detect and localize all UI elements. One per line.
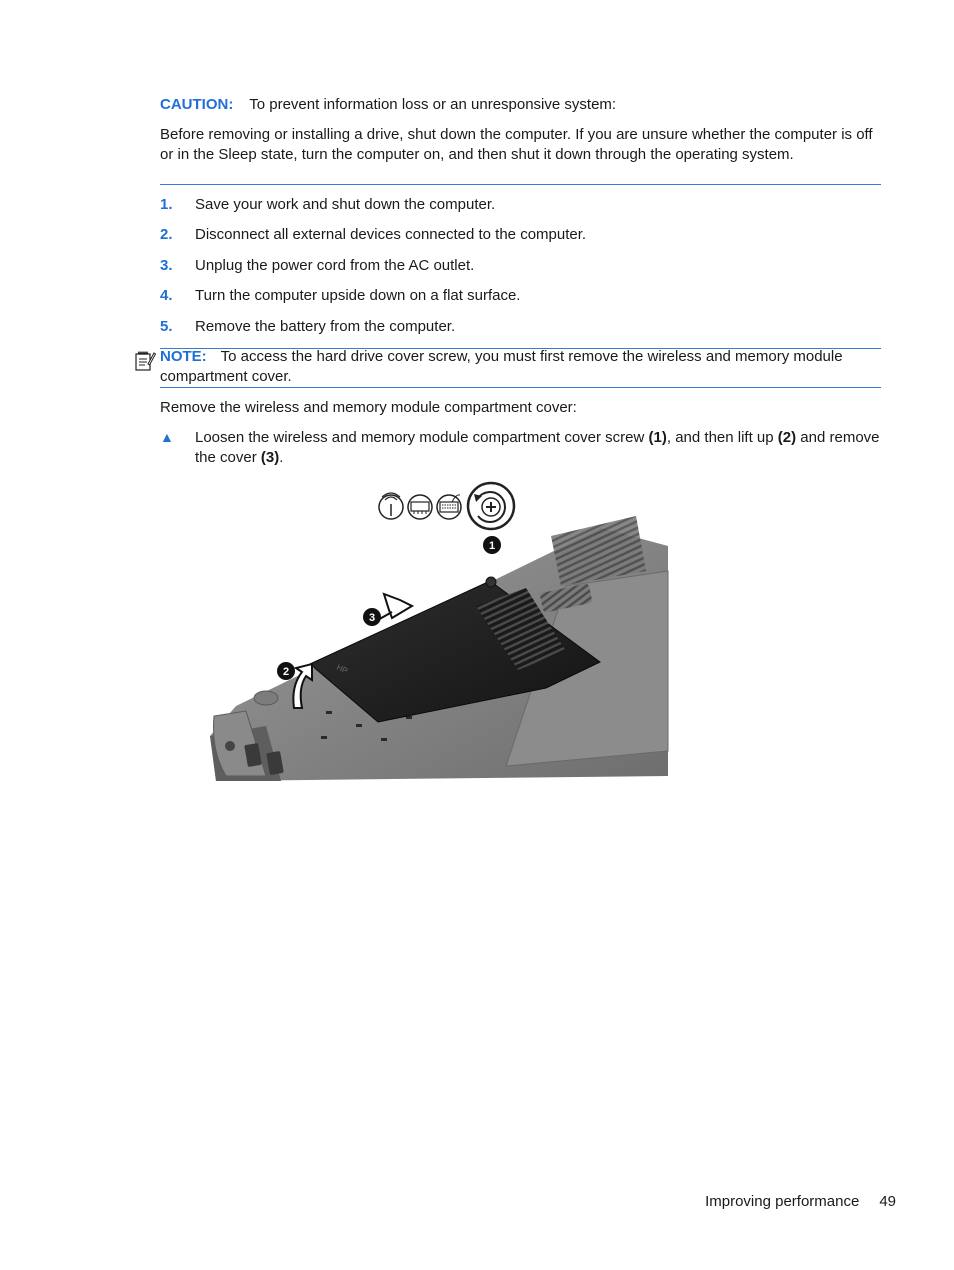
- wireless-icon: [379, 493, 403, 519]
- note-icon: [134, 350, 156, 372]
- caution-divider: [160, 184, 881, 185]
- callout-3: [363, 608, 381, 626]
- keyboard-icon: [437, 495, 461, 519]
- note-label: NOTE:: [160, 348, 207, 365]
- procedure-intro: Remove the wireless and memory module compartment cover:: [160, 399, 577, 416]
- bullet-text-part: .: [279, 448, 284, 466]
- bullet-text-part: Loosen the wireless and memory module compartment cover screw: [195, 429, 649, 446]
- svg-text:HP: HP: [335, 662, 350, 676]
- note-bottom-divider: [160, 387, 881, 388]
- bullet-text-part: , and then lift up: [666, 429, 778, 446]
- bullet-text-part: and remove the cover: [195, 429, 880, 466]
- caution-paragraph: Before removing or installing a drive, shut down the computer. If you are unsure whether the computer is off or in the Sleep state, turn the computer on, and then shut it down through the operating system.: [160, 126, 873, 163]
- step-number: 2.: [160, 226, 173, 243]
- step-text: Unplug the power cord from the AC outlet.: [195, 257, 475, 274]
- callout-2-label: 2: [282, 666, 290, 678]
- bullet-text: [195, 428, 880, 467]
- callout-3-label: 3: [368, 612, 376, 624]
- caution-text: To prevent information loss or an unresponsive system:: [249, 96, 617, 113]
- callout-ref-2: (2): [777, 429, 797, 446]
- page-number: 49: [879, 1193, 896, 1210]
- remove-arrow-icon: [376, 594, 412, 621]
- note-text: To access the hard drive cover screw, you must first remove the wireless and memory module compartment cover.: [160, 348, 843, 385]
- caution-label: CAUTION:: [160, 96, 234, 113]
- step-text: Save your work and shut down the computer.: [195, 196, 496, 213]
- step-number: 1.: [160, 196, 173, 213]
- screw-rotate-icon: [468, 483, 514, 529]
- footer-section-title: Improving performance: [705, 1193, 860, 1210]
- step-number: 4.: [160, 287, 173, 304]
- laptop-cover-illustration: [206, 476, 676, 786]
- callout-ref-3: (3): [260, 448, 280, 466]
- note-text-block: [160, 347, 880, 386]
- callout-1: [483, 536, 501, 554]
- step-text: Turn the computer upside down on a flat surface.: [195, 287, 521, 304]
- step-number: 3.: [160, 257, 173, 274]
- screw-icon: [486, 577, 496, 587]
- page-footer: [705, 1192, 896, 1212]
- caution-heading: [160, 95, 880, 115]
- step-text: Remove the battery from the computer.: [195, 318, 456, 335]
- step-number: 5.: [160, 318, 173, 335]
- callout-2: [277, 662, 295, 680]
- step-text: Disconnect all external devices connected to the computer.: [195, 226, 587, 243]
- callout-ref-1: (1): [648, 429, 667, 446]
- memory-module-icon: [408, 495, 432, 519]
- callout-1-label: 1: [488, 540, 496, 552]
- triangle-bullet-icon: ▲: [160, 429, 174, 445]
